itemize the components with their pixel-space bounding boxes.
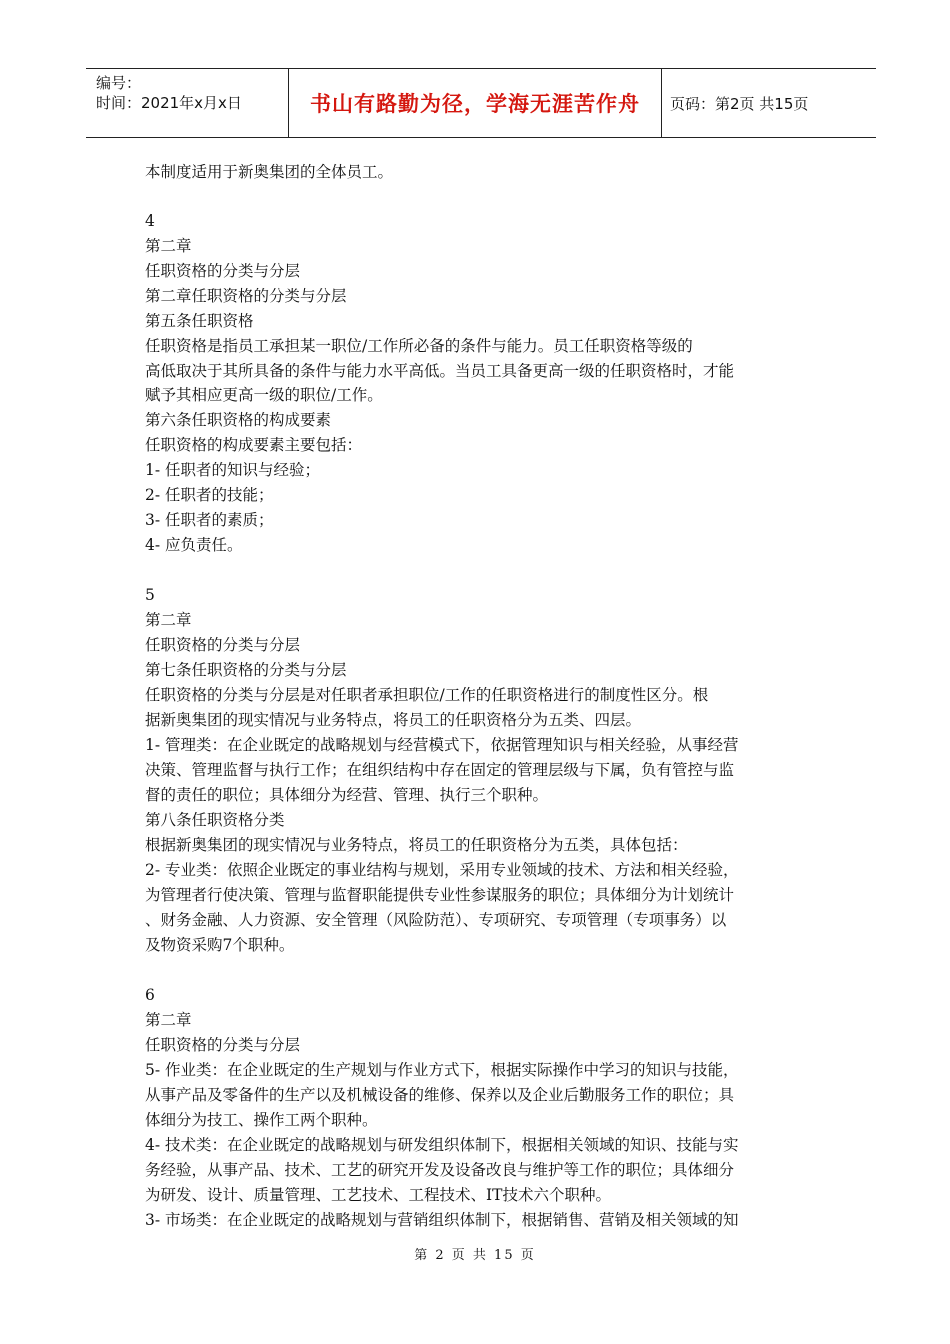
list-item: 1- 任职者的知识与经验；: [145, 461, 321, 479]
article-heading: 第六条任职资格的构成要素: [145, 411, 332, 429]
header-motto-cell: [288, 69, 662, 137]
list-item: 2- 专业类：依照企业既定的事业结构与规划，采用专业领域的技术、方法和相关经验，: [145, 861, 739, 879]
section-number: 5: [145, 586, 155, 604]
header-meta: [86, 69, 288, 137]
text-line: 为研发、设计、质量管理、工艺技术、工程技术、IT技术六个职种。: [145, 1186, 611, 1204]
text-line: 体细分为技工、操作工两个职种。: [145, 1111, 378, 1129]
page-footer: 第 2 页 共 15 页: [414, 1248, 536, 1263]
text-line: 根据新奥集团的现实情况与业务特点，将员工的任职资格分为五类，具体包括：: [145, 836, 688, 854]
header-page-cell: [662, 69, 876, 137]
document-number-label: 编号：: [96, 74, 142, 92]
text-line: 为管理者行使决策、管理与监督职能提供专业性参谋服务的职位；具体细分为计划统计: [145, 886, 735, 904]
page-header: [86, 68, 876, 138]
text-line: 赋予其相应更高一级的职位/工作。: [145, 386, 383, 404]
list-item: 1- 管理类：在企业既定的战略规划与经营模式下，依据管理知识与相关经验，从事经营: [145, 736, 739, 754]
section-number: 6: [145, 986, 155, 1004]
list-item: 3- 任职者的素质；: [145, 511, 274, 529]
section-number: 4: [145, 212, 155, 230]
text-line: 高低取决于其所具备的条件与能力水平高低。当员工具备更高一级的任职资格时，才能: [145, 362, 735, 380]
chapter-subtitle: 任职资格的分类与分层: [145, 1036, 301, 1054]
header-page-number: 页码：第2页 共15页: [670, 94, 809, 113]
text-line: 及物资采购7个职种。: [145, 936, 295, 954]
text-line: 据新奥集团的现实情况与业务特点，将员工的任职资格分为五类、四层。: [145, 711, 642, 729]
text-line: 务经验，从事产品、技术、工艺的研究开发及设备改良与维护等工作的职位；具体细分: [145, 1161, 735, 1179]
article-heading: 第七条任职资格的分类与分层: [145, 661, 347, 679]
chapter-subtitle: 任职资格的分类与分层: [145, 636, 301, 654]
list-item: 4- 技术类：在企业既定的战略规划与研发组织体制下，根据相关领域的知识、技能与实: [145, 1136, 739, 1154]
chapter-heading: 第二章: [145, 1011, 192, 1029]
list-item: 5- 作业类：在企业既定的生产规划与作业方式下，根据实际操作中学习的知识与技能，: [145, 1061, 739, 1079]
chapter-heading: 第二章: [145, 611, 192, 629]
text-line: 从事产品及零备件的生产以及机械设备的维修、保养以及企业后勤服务工作的职位；具: [145, 1086, 735, 1104]
text-line: 、财务金融、人力资源、安全管理（风险防范）、专项研究、专项管理（专项事务）以: [145, 911, 727, 929]
chapter-heading: 第二章: [145, 237, 192, 255]
list-item: 2- 任职者的技能；: [145, 486, 274, 504]
text-line: 任职资格的分类与分层是对任职者承担职位/工作的任职资格进行的制度性区分。根: [145, 686, 709, 704]
chapter-subtitle: 任职资格的分类与分层: [145, 262, 301, 280]
text-line: 第二章任职资格的分类与分层: [145, 287, 347, 305]
text-line: 任职资格是指员工承担某一职位/工作所必备的条件与能力。员工任职资格等级的: [145, 337, 693, 355]
text-line: 本制度适用于新奥集团的全体员工。: [145, 163, 394, 181]
list-item: 3- 市场类：在企业既定的战略规划与营销组织体制下，根据销售、营销及相关领域的知: [145, 1211, 739, 1229]
text-line: 任职资格的构成要素主要包括：: [145, 436, 363, 454]
text-line: 督的责任的职位；具体细分为经营、管理、执行三个职种。: [145, 786, 549, 804]
document-time-label: 时间：2021年x月x日: [96, 94, 242, 112]
text-line: 决策、管理监督与执行工作；在组织结构中存在固定的管理层级与下属，负有管控与监: [145, 761, 735, 779]
list-item: 4- 应负责任。: [145, 536, 243, 554]
article-heading: 第八条任职资格分类: [145, 811, 285, 829]
article-heading: 第五条任职资格: [145, 312, 254, 330]
header-motto: 书山有路勤为径，学海无涯苦作舟: [310, 92, 640, 116]
